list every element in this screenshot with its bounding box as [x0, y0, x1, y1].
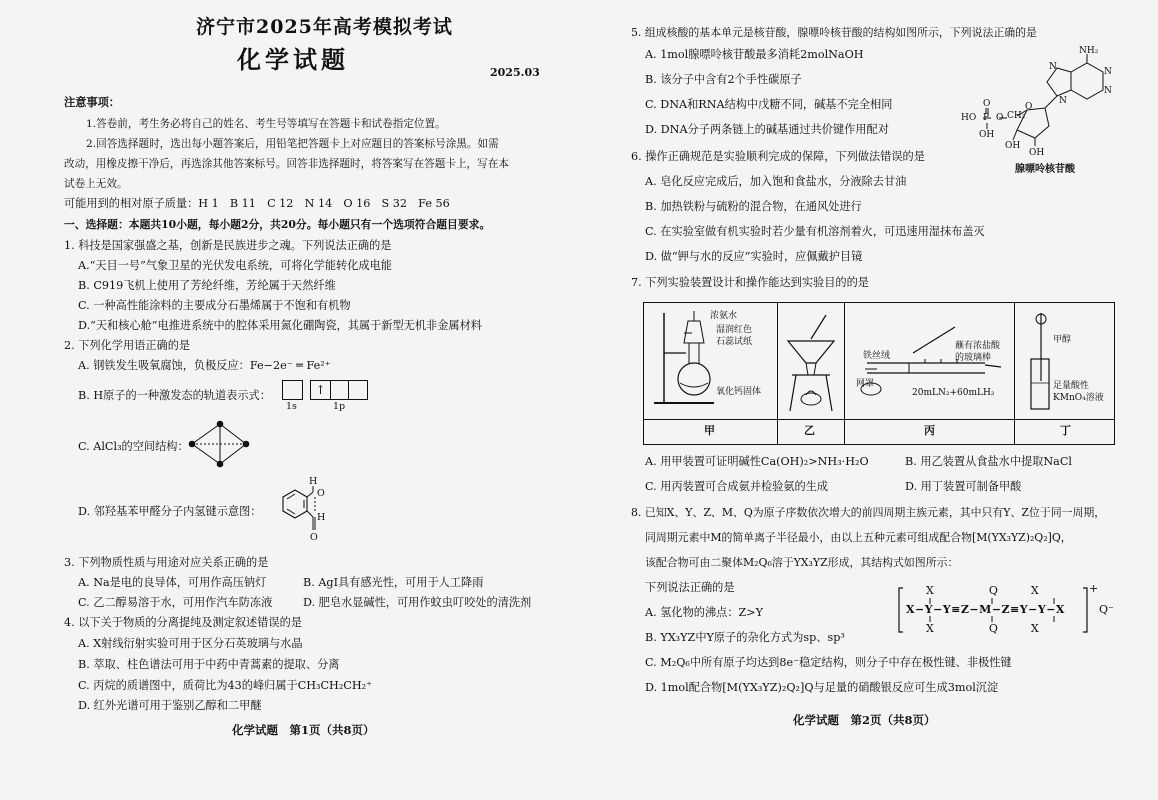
notice-2b: 改动，用橡皮擦干净后，再选涂其他答案标号。回答非选择题时，将答案写在答题卡上，写在本 — [64, 158, 509, 170]
q6-option-d: D. 做“钾与水的反应”实验时，应佩戴护目镜 — [645, 250, 863, 263]
apparatus-yi — [778, 303, 844, 419]
q6-option-a: A. 皂化反应完成后，加入饱和食盐水，分液除去甘油 — [645, 175, 907, 188]
amp-label-n4: N — [1059, 96, 1067, 106]
subject-title: 化学试题 — [237, 45, 349, 74]
amp-label-oh-2: OH — [1029, 148, 1045, 158]
q4-option-c: C. 丙烷的质谱图中，质荷比为43的峰归属于CH₃CH₂CH₂⁺ — [78, 679, 373, 692]
q2-option-a: A. 钢铁发生吸氧腐蚀，负极反应：Fe−2e⁻ ═ Fe²⁺ — [78, 359, 331, 372]
question-4: 4. 以下关于物质的分离提纯及测定叙述错误的是 — [64, 616, 302, 629]
label-cao-solid: 氧化钙固体 — [716, 387, 762, 397]
apparatus-table — [643, 302, 1115, 445]
amp-label-ch2: CH₂ — [1007, 111, 1026, 121]
orbital-1p-box-2 — [329, 380, 349, 400]
amp-label-n1: N — [1104, 67, 1112, 77]
label-hcl-rod-2: 的玻璃棒 — [955, 353, 992, 363]
q1-option-c: C. 一种高性能涂料的主要成分石墨烯属于不饱和有机物 — [78, 299, 351, 312]
question-8-line-2: 同周期元素中M的简单离子半径最小，由以上五种元素可组成配合物[M(YX₃YZ)₂Q₂]Q， — [645, 531, 1072, 544]
q3-option-d: D. 肥皂水显碱性，可用作蚊虫叮咬处的清洗剂 — [303, 596, 532, 609]
question-1: 1. 科技是国家强盛之基，创新是民族进步之魂。下列说法正确的是 — [64, 239, 392, 252]
apparatus-col-jia: 甲 — [704, 424, 715, 437]
hb-atom-h2: H — [317, 512, 326, 523]
amp-label-oh-p: OH — [979, 130, 995, 140]
hb-atom-h1: H — [309, 476, 318, 487]
amp-label-n2: N — [1104, 86, 1112, 96]
question-3: 3. 下列物质性质与用途对应关系正确的是 — [64, 556, 269, 569]
q5-option-d: D. DNA分子两条链上的碱基通过共价键作用配对 — [645, 123, 889, 136]
q1-option-a: A.“天目一号”气象卫星的光伏发电系统，可将化学能转化成电能 — [78, 259, 392, 272]
label-wet-litmus-2: 石蕊试纸 — [716, 337, 753, 347]
complex-main-chain: X−Y−Y≡Z−M−Z≡Y−Y−X — [906, 603, 1065, 616]
section-heading: 一、选择题：本题共10小题，每小题2分，共20分。每小题只有一个选项符合题目要求。 — [64, 218, 491, 231]
amp-label-nh2: NH₂ — [1079, 46, 1099, 56]
q5-option-a: A. 1mol腺嘌呤核苷酸最多消耗2molNaOH — [645, 48, 864, 61]
question-7: 7. 下列实验装置设计和操作能达到实验目的的是 — [631, 276, 869, 289]
apparatus-col-yi: 乙 — [804, 424, 815, 437]
hydrogen-bond-figure — [265, 475, 343, 547]
q5-option-c: C. DNA和RNA结构中戊糖不同，碱基不完全相同 — [645, 98, 893, 111]
q2-option-c: C. AlCl₃的空间结构： — [78, 440, 189, 453]
q3-option-b: B. AgI具有感光性，可用于人工降雨 — [303, 576, 484, 589]
amp-label-o-top: O — [983, 99, 991, 109]
q6-option-c: C. 在实验室做有机实验时若少量有机溶剂着火，可迅速用湿抹布盖灭 — [645, 225, 985, 238]
orbital-1s-box — [282, 380, 303, 400]
label-methanol: 甲醇 — [1053, 335, 1072, 345]
label-hcl-rod-1: 蘸有浓盐酸 — [955, 341, 1001, 351]
q6-option-b: B. 加热铁粉与硫粉的混合物，在通风处进行 — [645, 200, 862, 213]
question-6: 6. 操作正确规范是实验顺利完成的保障，下列做法错误的是 — [631, 150, 925, 163]
atomic-masses: 可能用到的相对原子质量：H 1 B 11 C 12 N 14 O 16 S 32 Fe 56 — [64, 197, 450, 210]
q8-option-c: C. M₂Q₆中所有原子均达到8e⁻稳定结构，则分子中存在极性键、非极性键 — [645, 656, 1012, 669]
page-2-footer: 化学试题 第2页（共8页） — [793, 713, 936, 727]
q7-option-b: B. 用乙装置从食盐水中提取NaCl — [905, 455, 1072, 468]
complex-structure-figure — [897, 580, 1137, 640]
orbital-1p-box-1: ↑ — [310, 380, 331, 400]
complex-charge: + — [1089, 582, 1099, 595]
q8-option-a: A. 氢化物的沸点：Z>Y — [645, 606, 764, 619]
orbital-1p-label: 1p — [333, 401, 346, 412]
alcl3-structure-figure — [186, 418, 264, 474]
amp-label-n3: N — [1049, 62, 1057, 72]
amp-label-o-ring: O — [1025, 102, 1033, 112]
page-2 — [579, 0, 1158, 800]
q2-option-d: D. 邻羟基苯甲醛分子内氢键示意图： — [78, 505, 262, 518]
complex-top-row: X Q X — [926, 584, 1039, 597]
question-5: 5. 组成核酸的基本单元是核苷酸，腺嘌呤核苷酸的结构如图所示，下列说法正确的是 — [631, 26, 1037, 39]
q8-option-b: B. YX₃YZ中Y原子的杂化方式为sp、sp³ — [645, 631, 845, 644]
amp-label-o-bridge: O — [996, 113, 1004, 123]
question-8-ask: 下列说法正确的是 — [645, 581, 735, 594]
amp-label-oh-1: OH — [1005, 141, 1021, 151]
notice-heading: 注意事项： — [64, 95, 120, 109]
q2-option-b: B. H原子的一种激发态的轨道表示式： — [78, 389, 271, 402]
q1-option-b: B. C919飞机上使用了芳纶纤维，芳纶属于天然纤维 — [78, 279, 336, 292]
q8-option-d: D. 1mol配合物[M(YX₃YZ)₂Q₂]Q与足量的硝酸银反应可生成3mol沉淀 — [645, 681, 999, 694]
hb-atom-o2: O — [310, 532, 318, 543]
label-kmno4-2: KMnO₄溶液 — [1053, 393, 1104, 403]
notice-2a: 2.回答选择题时，选出每小题答案后，用铅笔把答题卡上对应题目的答案标号涂黑。如需 — [86, 138, 499, 150]
label-iron-wool: 铁丝绒 — [863, 351, 891, 361]
q5-option-b: B. 该分子中含有2个手性碳原子 — [645, 73, 802, 86]
page-1-footer: 化学试题 第1页（共8页） — [232, 723, 375, 737]
amp-caption: 腺嘌呤核苷酸 — [1015, 164, 1075, 175]
orbital-1p-box-3 — [348, 380, 368, 400]
amp-label-p: P — [983, 113, 990, 123]
notice-2c: 试卷上无效。 — [64, 178, 128, 190]
question-8-line-3: 该配合物可由二聚体M₂Q₆溶于YX₃YZ形成，其结构式如图所示： — [645, 556, 959, 569]
notice-1: 1.答卷前，考生务必将自己的姓名、考生号等填写在答题卡和试卷指定位置。 — [86, 118, 446, 130]
exam-title: 济宁市2025年高考模拟考试 — [196, 16, 453, 38]
question-2: 2. 下列化学用语正确的是 — [64, 339, 191, 352]
label-gas-mix: 20mLN₂+60mLH₂ — [912, 388, 995, 398]
label-gauze: 网罩 — [856, 379, 875, 389]
complex-anion: Q⁻ — [1099, 603, 1114, 616]
exam-date: 2025.03 — [490, 66, 540, 79]
label-kmno4-1: 足量酸性 — [1053, 381, 1090, 391]
q7-option-c: C. 用丙装置可合成氨并检验氨的生成 — [645, 480, 829, 493]
question-8-line-1: 8. 已知X、Y、Z、M、Q为原子序数依次增大的前四周期主族元素，其中只有Y、Z位于同一周期， — [631, 506, 1106, 519]
q4-option-d: D. 红外光谱可用于鉴别乙醇和二甲醚 — [78, 699, 262, 712]
label-conc-ammonia: 浓氨水 — [710, 311, 738, 321]
label-wet-litmus-1: 湿润红色 — [716, 325, 753, 335]
q1-option-d: D.“天和核心舱”电推进系统中的腔体采用氮化硼陶瓷，其属于新型无机非金属材料 — [78, 319, 482, 332]
q3-option-c: C. 乙二醇易溶于水，可用作汽车防冻液 — [78, 596, 273, 609]
orbital-1s-label: 1s — [286, 401, 297, 412]
q7-option-a: A. 用甲装置可证明碱性Ca(OH)₂>NH₃·H₂O — [645, 455, 869, 468]
q4-option-a: A. X射线衍射实验可用于区分石英玻璃与水晶 — [78, 637, 303, 650]
q3-option-a: A. Na是电的良导体，可用作高压钠灯 — [78, 576, 267, 589]
apparatus-col-ding: 丁 — [1060, 424, 1071, 437]
q4-option-b: B. 萃取、柱色谱法可用于中药中青蒿素的提取、分离 — [78, 658, 340, 671]
adenosine-monophosphate-figure — [959, 46, 1149, 178]
apparatus-col-bing: 丙 — [924, 424, 935, 437]
complex-bottom-row: X Q X — [926, 622, 1039, 635]
q7-option-d: D. 用丁装置可制备甲酸 — [905, 480, 1022, 493]
amp-label-ho: HO — [961, 113, 977, 123]
hb-atom-o1: O — [317, 488, 325, 499]
